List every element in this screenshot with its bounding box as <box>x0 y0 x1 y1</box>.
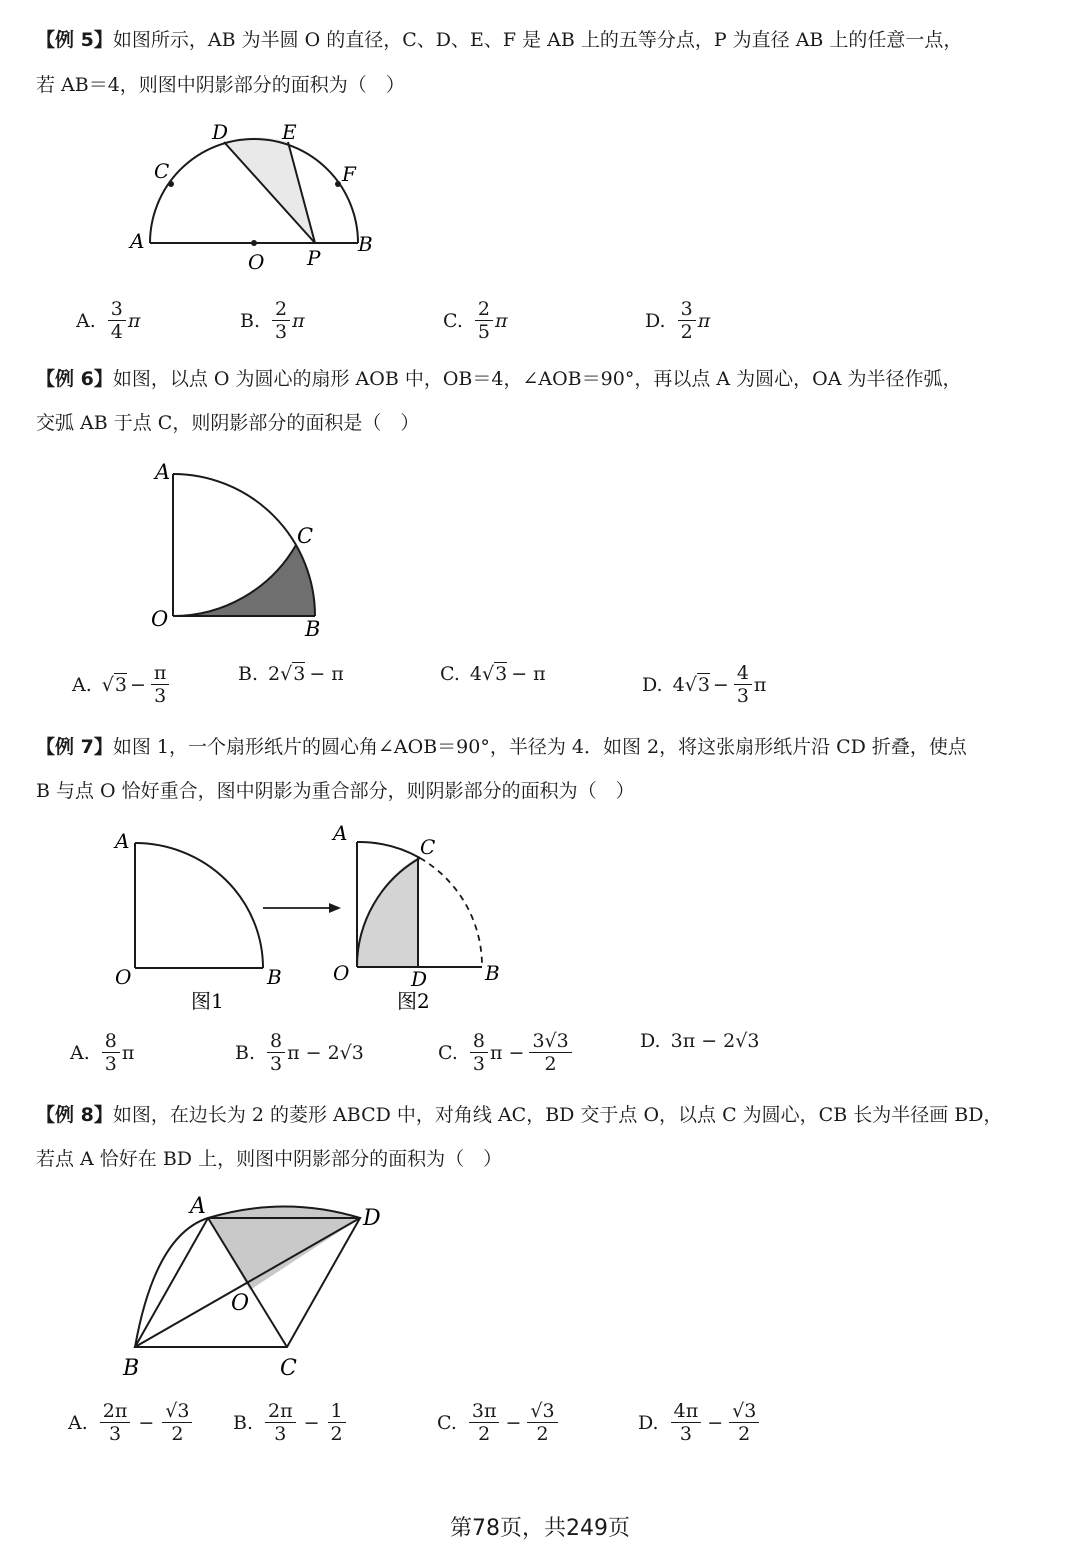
option-label: B. <box>238 662 259 685</box>
option-label: D. <box>638 1411 659 1434</box>
minus-sign: − <box>505 1411 522 1434</box>
ex7-figure <box>105 820 525 1024</box>
ex5-label-a: A <box>130 229 145 253</box>
numerator: 2π <box>265 1400 296 1423</box>
fraction <box>151 662 170 707</box>
option-label: A. <box>76 309 96 332</box>
fraction <box>678 298 696 343</box>
option-label: C. <box>440 662 460 685</box>
denominator: 3 <box>472 1053 485 1075</box>
ex7-fig2-arc-dashed <box>420 858 482 967</box>
fraction-2 <box>529 1030 571 1075</box>
ex5-label-b: B <box>358 232 373 256</box>
ex7-fig1-arc <box>135 843 263 968</box>
ex6-label-o: O <box>151 607 169 631</box>
denominator: 3 <box>104 1053 117 1075</box>
numerator: 4 <box>734 662 752 685</box>
fraction-2 <box>328 1400 346 1445</box>
option-suffix: π <box>121 1041 135 1064</box>
numerator: 4π <box>671 1400 702 1423</box>
minus-sign: − <box>303 1411 320 1434</box>
fraction <box>470 1030 488 1075</box>
option-expression: 3π − 2√3 <box>670 1030 760 1052</box>
option-suffix: π <box>127 309 141 332</box>
ex5-label-f: F <box>342 162 356 186</box>
ex8-figure <box>115 1185 405 1389</box>
ex7-arrow-head <box>329 903 341 913</box>
sqrt-radicand: 3 <box>697 674 710 696</box>
expression-tail: − π <box>511 662 546 685</box>
denominator: 3 <box>154 685 167 707</box>
ex8-label-d: D <box>363 1206 381 1231</box>
ex7-options <box>0 1030 1080 1090</box>
fraction <box>267 1030 285 1075</box>
sqrt-radicand: 3 <box>495 663 508 685</box>
denominator: 2 <box>478 1423 491 1445</box>
numerator: √3 <box>162 1400 192 1423</box>
ex8-option-b[interactable] <box>233 1400 348 1445</box>
option-label: C. <box>438 1041 458 1064</box>
numerator: 3 <box>678 298 696 321</box>
fraction-2 <box>162 1400 192 1445</box>
ex5-figure <box>120 115 390 284</box>
fraction <box>100 1400 131 1445</box>
ex7-fig1-caption: 图1 <box>191 989 224 1013</box>
ex7-question-line2: B 与点 O 恰好重合，图中阴影为重合部分，则阴影部分的面积为（ ） <box>36 780 635 802</box>
numerator: 8 <box>102 1030 120 1053</box>
denominator: 3 <box>736 685 749 707</box>
ex5-label-p: P <box>307 246 321 270</box>
numerator: 2π <box>100 1400 131 1423</box>
ex6-label-b: B <box>305 617 321 641</box>
ex7-question-line1 <box>36 735 967 759</box>
ex7-option-a[interactable] <box>70 1030 134 1075</box>
ex5-point-f <box>335 181 341 187</box>
fraction <box>108 298 126 343</box>
ex7-fig1-label-a: A <box>115 829 130 853</box>
ex7-option-c[interactable] <box>438 1030 574 1075</box>
option-label: C. <box>437 1411 457 1434</box>
ex6-option-c[interactable] <box>440 662 546 685</box>
numerator: √3 <box>729 1400 759 1423</box>
ex7-text-line1: 如图 1，一个扇形纸片的圆心角∠AOB＝90°，半径为 4．如图 2，将这张扇形纸片沿 CD 折叠，使点 <box>112 736 967 758</box>
ex7-fig2-label-c: C <box>420 835 436 859</box>
denominator: 5 <box>477 321 490 343</box>
denominator: 3 <box>679 1423 692 1445</box>
ex8-label-a: A <box>190 1194 206 1219</box>
fraction <box>671 1400 702 1445</box>
denominator: 2 <box>330 1423 343 1445</box>
fraction <box>475 298 493 343</box>
fraction <box>265 1400 296 1445</box>
ex5-point-o <box>251 240 257 246</box>
option-label: B. <box>233 1411 254 1434</box>
option-label: D. <box>640 1030 661 1052</box>
ex5-tag: 【例 5】 <box>36 29 113 51</box>
denominator: 2 <box>544 1053 557 1075</box>
ex5-options <box>0 298 1080 358</box>
ex7-fig1-label-o: O <box>115 965 132 989</box>
numerator: 2 <box>272 298 290 321</box>
numerator: 2 <box>475 298 493 321</box>
sqrt-sign: √ <box>101 673 114 696</box>
ex6-text-line1: 如图，以点 O 为圆心的扇形 AOB 中，OB＝4，∠AOB＝90°，再以点 A 为圆心，OA 为半径作弧， <box>112 368 962 390</box>
page-footer: 第78页，共249页 <box>450 1516 630 1541</box>
numerator: 1 <box>328 1400 346 1423</box>
option-suffix: π <box>697 309 711 332</box>
ex8-option-a[interactable] <box>68 1400 194 1445</box>
coefficient: 2 <box>268 662 281 685</box>
denominator: 2 <box>171 1423 184 1445</box>
ex6-option-a[interactable] <box>72 662 171 707</box>
denominator: 2 <box>738 1423 751 1445</box>
ex8-question-line1 <box>36 1103 1002 1127</box>
ex6-question-line1 <box>36 367 961 391</box>
option-label: B. <box>235 1041 256 1064</box>
coefficient: 4 <box>469 662 482 685</box>
coefficient: 4 <box>672 673 685 696</box>
ex5-option-b[interactable] <box>240 298 305 343</box>
denominator: 2 <box>536 1423 549 1445</box>
ex5-label-e: E <box>282 120 297 144</box>
option-suffix: π <box>753 673 767 696</box>
option-label: C. <box>443 309 463 332</box>
ex8-label-c: C <box>280 1356 297 1381</box>
ex7-fig2-caption: 图2 <box>397 989 430 1013</box>
ex7-fig2-arc-ac <box>357 842 420 858</box>
ex8-options <box>0 1400 1080 1460</box>
ex6-label-c: C <box>297 524 314 548</box>
option-label: A. <box>70 1041 90 1064</box>
ex7-fig2-label-b: B <box>485 961 500 985</box>
sqrt-radicand: 3 <box>293 663 306 685</box>
ex7-fig1-label-b: B <box>267 965 282 989</box>
ex8-question-line2: 若点 A 恰好在 BD 上，则图中阴影部分的面积为（ ） <box>36 1148 503 1170</box>
option-suffix: π − 2√3 <box>287 1041 364 1064</box>
ex6-shaded-region <box>173 545 315 616</box>
ex8-option-c[interactable] <box>437 1400 560 1445</box>
fraction <box>102 1030 120 1075</box>
minus-sign: − <box>129 673 146 696</box>
ex6-option-d[interactable] <box>642 662 766 707</box>
fraction-2 <box>729 1400 759 1445</box>
numerator: 3 <box>108 298 126 321</box>
ex5-question-line1 <box>36 28 962 52</box>
ex5-option-c[interactable] <box>443 298 508 343</box>
numerator: 3√3 <box>529 1030 571 1053</box>
option-label: D. <box>645 309 666 332</box>
option-label: A. <box>72 673 92 696</box>
fraction <box>272 298 290 343</box>
sqrt-sign: √ <box>482 662 495 685</box>
ex7-tag: 【例 7】 <box>36 736 113 758</box>
option-label: B. <box>240 309 261 332</box>
ex6-options <box>0 662 1080 722</box>
ex5-label-c: C <box>154 159 170 183</box>
ex5-label-d: D <box>212 120 229 144</box>
minus-sign: − <box>712 673 729 696</box>
ex7-option-d[interactable] <box>640 1030 759 1052</box>
denominator: 3 <box>109 1423 122 1445</box>
denominator: 4 <box>110 321 123 343</box>
fraction-2 <box>527 1400 557 1445</box>
ex5-option-d[interactable] <box>645 298 710 343</box>
numerator: 3π <box>469 1400 500 1423</box>
ex8-tag: 【例 8】 <box>36 1104 113 1126</box>
ex5-question-line2: 若 AB＝4，则图中阴影部分的面积为（ ） <box>36 74 405 96</box>
ex7-fig2-label-d: D <box>411 967 428 991</box>
denominator: 2 <box>680 321 693 343</box>
ex6-figure <box>145 455 345 649</box>
minus-sign: − <box>707 1411 724 1434</box>
ex6-tag: 【例 6】 <box>36 368 113 390</box>
expression-tail: − π <box>309 662 344 685</box>
option-suffix: π <box>292 309 305 332</box>
ex7-fig2-label-a: A <box>333 821 348 845</box>
ex5-text-line1: 如图所示，AB 为半圆 O 的直径，C、D、E、F 是 AB 上的五等分点，P 为直径 AB 上的任意一点， <box>112 29 963 51</box>
fraction <box>469 1400 500 1445</box>
fraction <box>734 662 752 707</box>
ex7-fig2-shaded-region <box>357 857 418 967</box>
ex6-question-line2: 交弧 AB 于点 C，则阴影部分的面积是（ ） <box>36 412 420 434</box>
option-label: D. <box>642 673 663 696</box>
ex8-text-line1: 如图，在边长为 2 的菱形 ABCD 中，对角线 AC，BD 交于点 O，以点 C 为圆心，CB 长为半径画 BD， <box>112 1104 1003 1126</box>
option-suffix: π − <box>490 1041 525 1064</box>
denominator: 3 <box>275 321 288 343</box>
minus-sign: − <box>138 1411 155 1434</box>
numerator: √3 <box>527 1400 557 1423</box>
ex8-label-o: O <box>231 1291 250 1316</box>
sqrt-radicand: 3 <box>114 674 127 696</box>
numerator: 8 <box>267 1030 285 1053</box>
ex5-option-a[interactable] <box>76 298 140 343</box>
ex6-option-b[interactable] <box>238 662 344 685</box>
numerator: 8 <box>470 1030 488 1053</box>
numerator: π <box>151 662 170 685</box>
denominator: 3 <box>274 1423 287 1445</box>
ex5-label-o: O <box>248 250 265 274</box>
option-suffix: π <box>495 309 508 332</box>
sqrt-sign: √ <box>684 673 697 696</box>
option-label: A. <box>68 1411 88 1434</box>
ex8-label-b: B <box>123 1356 140 1381</box>
ex7-fig2-label-o: O <box>333 961 350 985</box>
ex7-option-b[interactable] <box>235 1030 364 1075</box>
denominator: 3 <box>270 1053 283 1075</box>
ex6-label-a: A <box>155 460 171 484</box>
ex8-option-d[interactable] <box>638 1400 761 1445</box>
sqrt-sign: √ <box>280 662 293 685</box>
